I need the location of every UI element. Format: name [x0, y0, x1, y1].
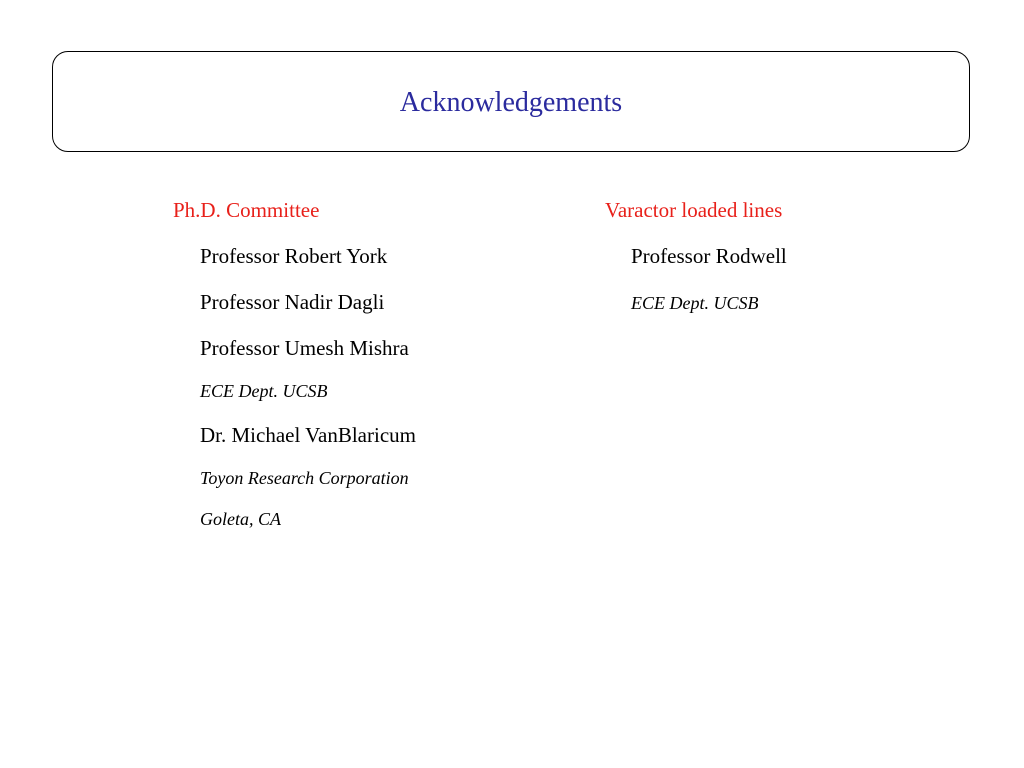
external-member: Dr. Michael VanBlaricum	[200, 423, 416, 447]
slide-title: Acknowledgements	[399, 86, 623, 118]
varactor-member: Professor Rodwell	[631, 244, 787, 268]
external-affiliation-location: Goleta, CA	[200, 509, 281, 529]
varactor-heading: Varactor loaded lines	[605, 198, 783, 222]
committee-heading: Ph.D. Committee	[173, 198, 320, 222]
committee-affiliation: ECE Dept. UCSB	[200, 381, 328, 401]
committee-member: Professor Umesh Mishra	[200, 336, 409, 360]
external-affiliation-company: Toyon Research Corporation	[200, 468, 409, 488]
committee-member: Professor Nadir Dagli	[200, 290, 385, 314]
title-box	[52, 51, 970, 152]
varactor-affiliation: ECE Dept. UCSB	[631, 293, 759, 313]
committee-member: Professor Robert York	[200, 244, 388, 268]
